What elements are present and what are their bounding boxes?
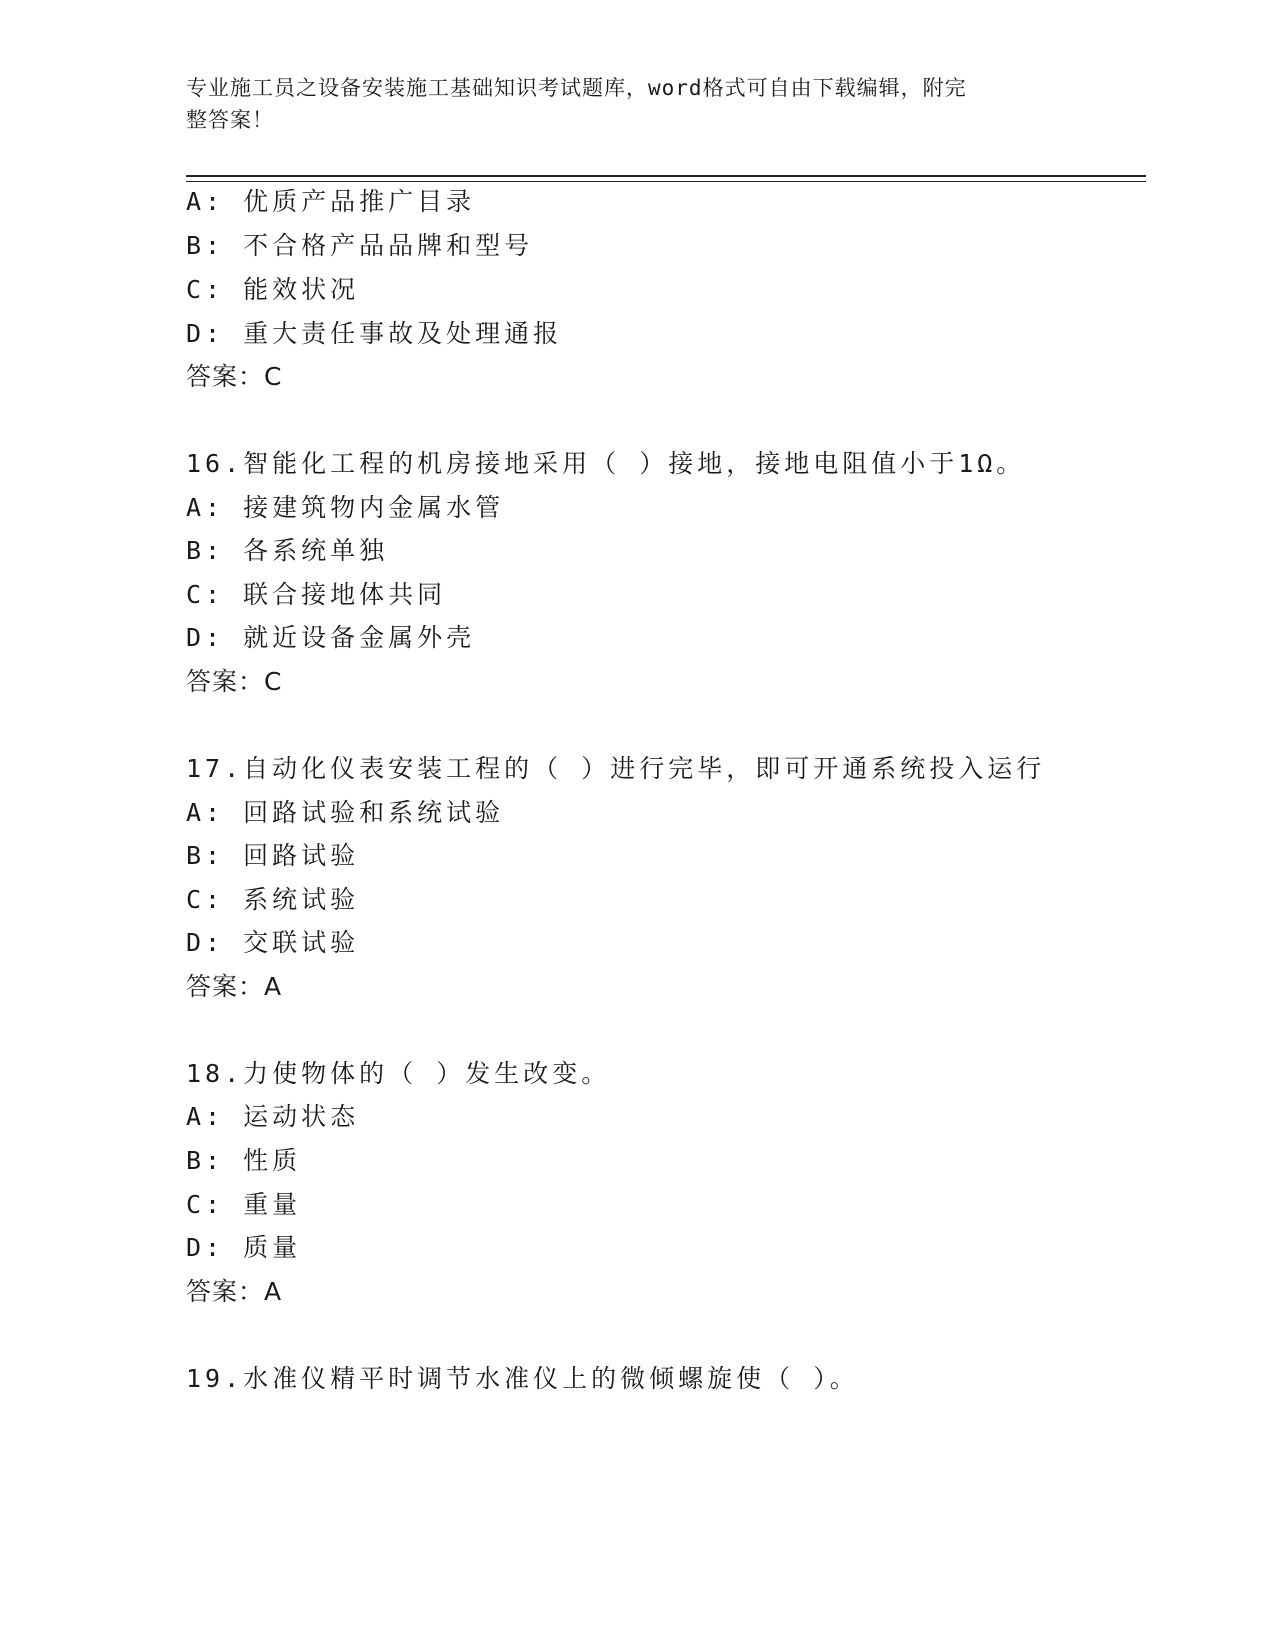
- q17-answer: 答案：A: [186, 972, 283, 1001]
- q15-option-a: A: 优质产品推广目录: [186, 187, 476, 216]
- q17-question: 17.自动化仪表安装工程的（ ）进行完毕，即可开通系统投入运行: [186, 754, 1046, 783]
- header-line-1: 专业施工员之设备安装施工基础知识考试题库，word格式可自由下载编辑，附完: [186, 76, 967, 100]
- document-header: [186, 72, 1066, 136]
- q16-answer: 答案：C: [186, 667, 283, 696]
- q19-question: 19.水准仪精平时调节水准仪上的微倾螺旋使（ ）。: [186, 1364, 859, 1393]
- q16-option-b: B: 各系统单独: [186, 536, 389, 565]
- q17-option-d: D: 交联试验: [186, 928, 360, 957]
- header-divider-thin: [186, 181, 1146, 182]
- header-divider-thick: [186, 175, 1146, 177]
- q18-option-d: D: 质量: [186, 1233, 302, 1262]
- q15-answer: 答案：C: [186, 362, 283, 391]
- q16-option-d: D: 就近设备金属外壳: [186, 623, 476, 652]
- q18-question: 18.力使物体的（ ）发生改变。: [186, 1059, 611, 1088]
- q15-option-d: D: 重大责任事故及处理通报: [186, 319, 563, 348]
- q15-option-c: C: 能效状况: [186, 275, 360, 304]
- header-line-2: 整答案！: [186, 108, 274, 132]
- q16-option-a: A: 接建筑物内金属水管: [186, 493, 505, 522]
- q15-option-b: B: 不合格产品品牌和型号: [186, 231, 534, 260]
- q16-question: 16.智能化工程的机房接地采用（ ）接地，接地电阻值小于1Ω。: [186, 449, 1026, 478]
- q17-option-c: C: 系统试验: [186, 885, 360, 914]
- q18-option-b: B: 性质: [186, 1146, 302, 1175]
- q18-answer: 答案：A: [186, 1277, 283, 1306]
- q16-option-c: C: 联合接地体共同: [186, 580, 447, 609]
- q17-option-a: A: 回路试验和系统试验: [186, 798, 505, 827]
- q18-option-c: C: 重量: [186, 1190, 302, 1219]
- q18-option-a: A: 运动状态: [186, 1102, 360, 1131]
- q17-option-b: B: 回路试验: [186, 841, 360, 870]
